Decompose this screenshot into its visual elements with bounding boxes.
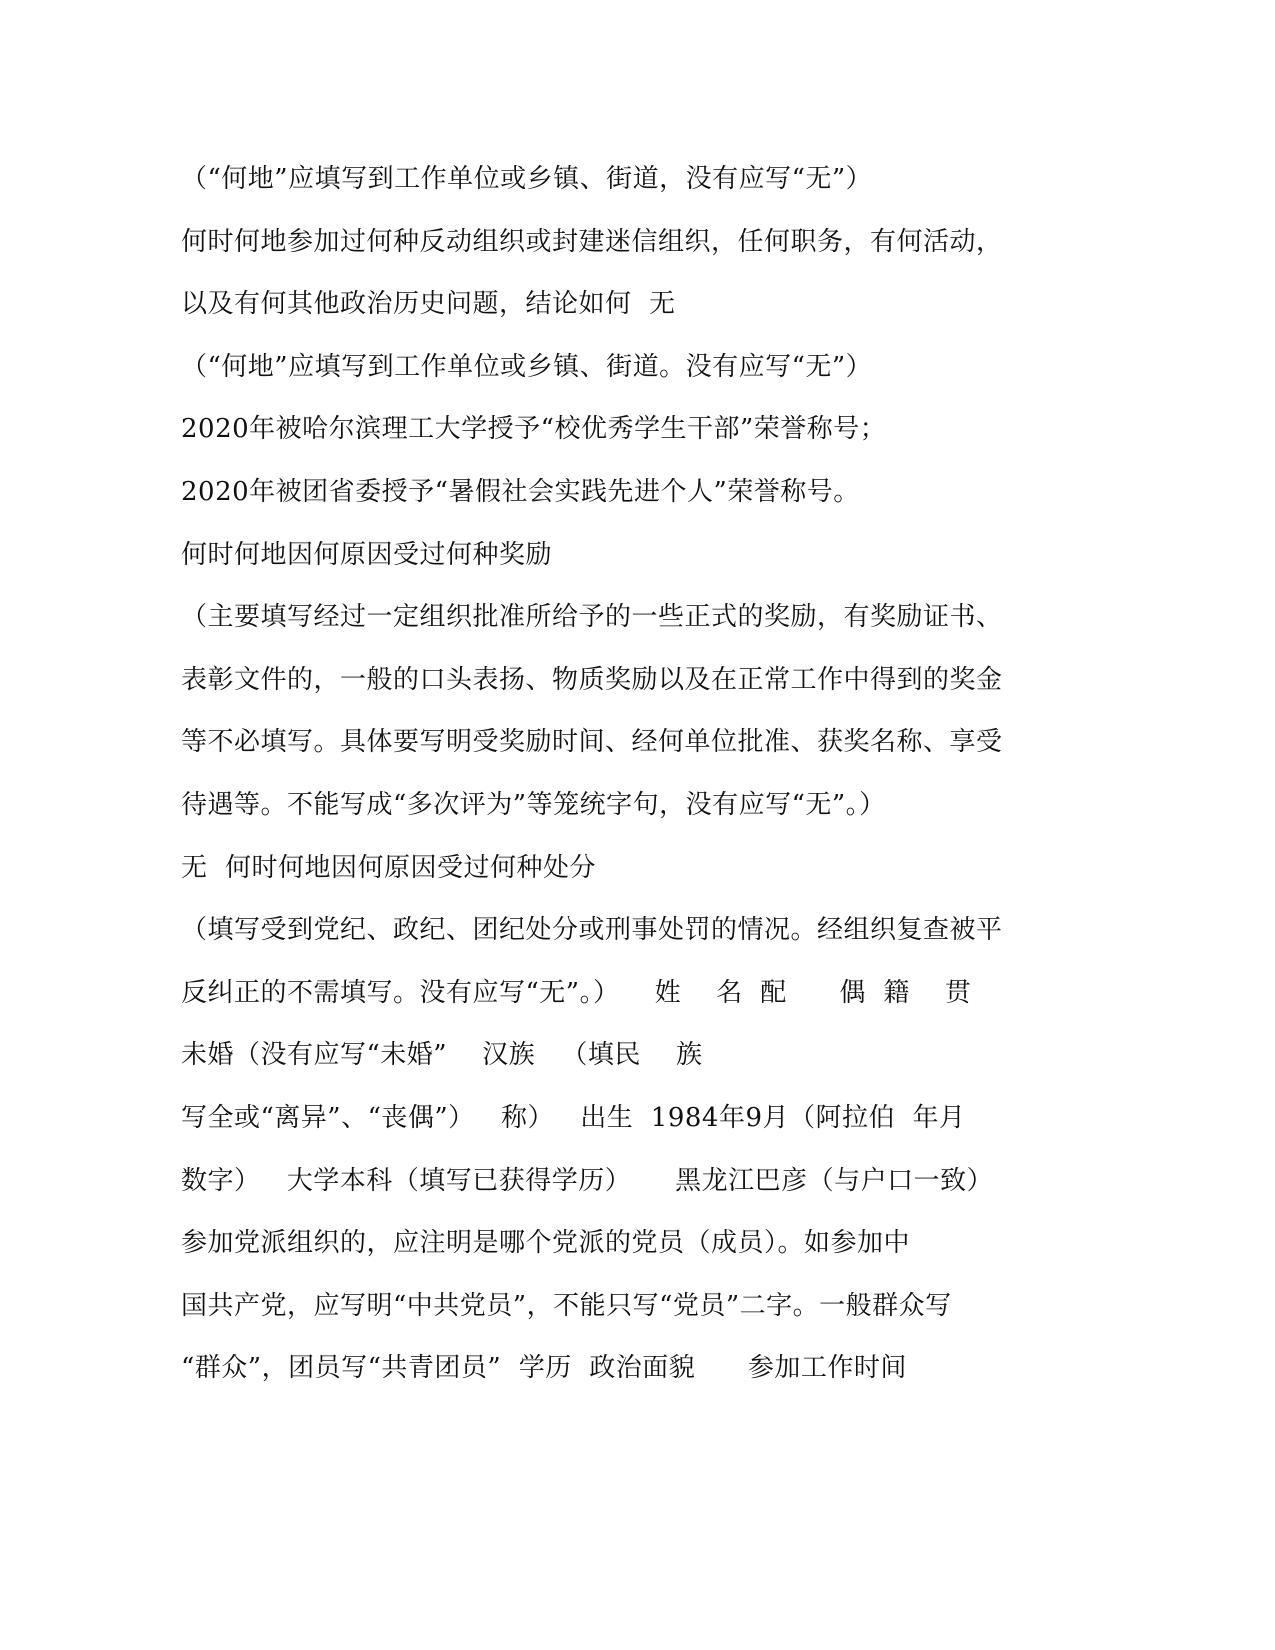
text-line: 以及有何其他政治历史问题，结论如何 无 (181, 289, 676, 320)
text-line: 参加党派组织的，应注明是哪个党派的党员（成员）。如参加中 (181, 1228, 911, 1259)
text-line: 国共产党，应写明“中共党员”，不能只写“党员”二字。一般群众写 (181, 1290, 952, 1321)
text-line: （“何地”应填写到工作单位或乡镇、街道。没有应写“无”） (181, 351, 873, 382)
text-line: 何时何地参加过何种反动组织或封建迷信组织，任何职务，有何活动， (181, 226, 1003, 257)
text-line: 何时何地因何原因受过何种奖励 (181, 539, 553, 570)
text-line: 未婚（没有应写“未婚” 汉族 （填民 族 (181, 1040, 703, 1071)
text-line: 待遇等。不能写成“多次评为”等笼统字句，没有应写“无”。） (181, 789, 886, 820)
text-line: “群众”，团员写“共青团员” 学历 政治面貌 参加工作时间 (181, 1353, 907, 1384)
text-line: 表彰文件的，一般的口头表扬、物质奖励以及在正常工作中得到的奖金 (181, 664, 1003, 695)
text-line: （“何地”应填写到工作单位或乡镇、街道，没有应写“无”） (181, 164, 873, 194)
text-line: （填写受到党纪、政纪、团纪处分或刑事处罚的情况。经组织复查被平 (181, 915, 1003, 946)
text-line: 2020年被团省委授予“暑假社会实践先进个人”荣誉称号。 (181, 476, 860, 507)
document-body (181, 156, 1081, 1408)
text-line: 反纠正的不需填写。没有应写“无”。） 姓 名 配 偶 籍 贯 (181, 977, 972, 1008)
text-line: 等不必填写。具体要写明受奖励时间、经何单位批准、获奖名称、享受 (181, 727, 1003, 758)
text-line: 写全或“离异”、“丧偶”） 称） 出生 1984年9月（阿拉伯 年月 (181, 1102, 966, 1133)
text-line: （主要填写经过一定组织批准所给予的一些正式的奖励，有奖励证书、 (181, 602, 1003, 633)
text-line: 数字） 大学本科（填写已获得学历） 黑龙江巴彦（与户口一致） (181, 1165, 994, 1196)
text-line: 无 何时何地因何原因受过何种处分 (181, 852, 597, 883)
text-line: 2020年被哈尔滨理工大学授予“校优秀学生干部”荣誉称号； (181, 414, 887, 445)
